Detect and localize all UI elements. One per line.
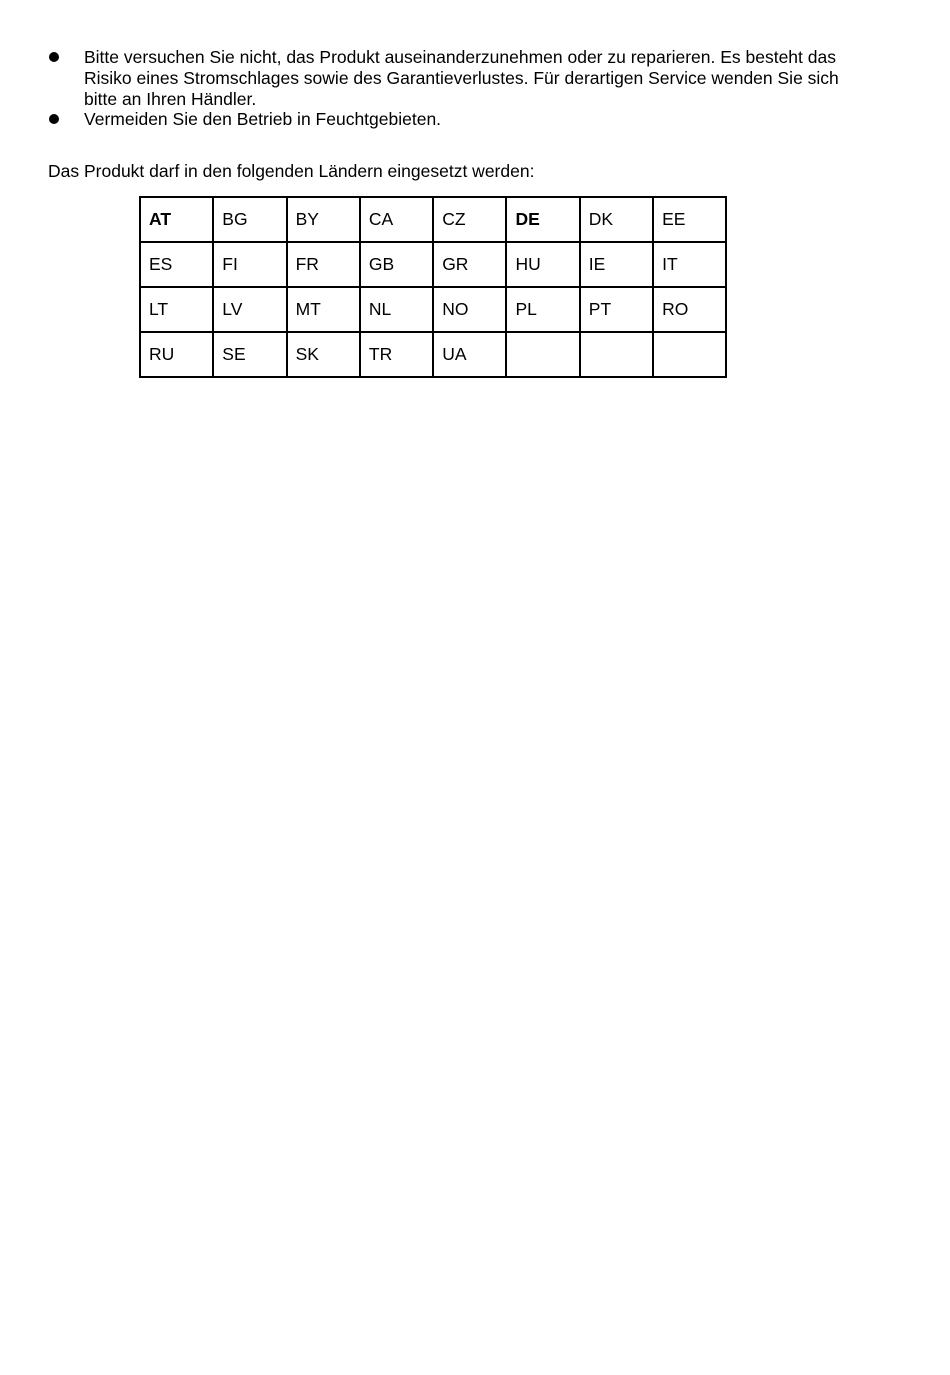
country-cell-at: AT	[140, 197, 213, 242]
empty-cell	[506, 332, 579, 377]
country-cell-ua: UA	[433, 332, 506, 377]
country-cell-fr: FR	[287, 242, 360, 287]
country-cell-gb: GB	[360, 242, 433, 287]
countries-intro-text: Das Produkt darf in den folgenden Ländern eingesetzt werden:	[48, 161, 535, 181]
warning-bullet-list	[0, 47, 950, 130]
country-cell-bg: BG	[213, 197, 286, 242]
country-cell-no: NO	[433, 287, 506, 332]
empty-cell	[580, 332, 653, 377]
country-cell-fi: FI	[213, 242, 286, 287]
bullet-item-humidity	[0, 109, 950, 130]
country-cell-nl: NL	[360, 287, 433, 332]
country-cell-tr: TR	[360, 332, 433, 377]
country-cell-it: IT	[653, 242, 726, 287]
country-cell-es: ES	[140, 242, 213, 287]
bullet-item-disassembly	[0, 47, 950, 109]
country-cell-hu: HU	[506, 242, 579, 287]
country-cell-mt: MT	[287, 287, 360, 332]
country-cell-pt: PT	[580, 287, 653, 332]
table-row	[140, 332, 726, 377]
country-cell-de: DE	[506, 197, 579, 242]
country-cell-lv: LV	[213, 287, 286, 332]
country-cell-lt: LT	[140, 287, 213, 332]
country-cell-se: SE	[213, 332, 286, 377]
country-cell-by: BY	[287, 197, 360, 242]
empty-cell	[653, 332, 726, 377]
country-cell-pl: PL	[506, 287, 579, 332]
country-cell-dk: DK	[580, 197, 653, 242]
country-cell-ca: CA	[360, 197, 433, 242]
countries-table	[139, 196, 727, 378]
bullet-dot-icon	[49, 52, 59, 62]
bullet-text: Vermeiden Sie den Betrieb in Feuchtgebieten.	[84, 109, 442, 130]
country-cell-ie: IE	[580, 242, 653, 287]
table-row	[140, 197, 726, 242]
country-cell-sk: SK	[287, 332, 360, 377]
bullet-text: Bitte versuchen Sie nicht, das Produkt auseinanderzunehmen oder zu reparieren. Es besteht das Risiko eines Stromschlages sowie des Garantieverlustes. Für derartigen Service wenden Sie sich bitte an Ihren Händler.	[84, 47, 839, 109]
table-row	[140, 242, 726, 287]
country-cell-ru: RU	[140, 332, 213, 377]
country-cell-ro: RO	[653, 287, 726, 332]
bullet-dot-icon	[49, 114, 59, 124]
country-cell-cz: CZ	[433, 197, 506, 242]
country-cell-gr: GR	[433, 242, 506, 287]
table-row	[140, 287, 726, 332]
country-cell-ee: EE	[653, 197, 726, 242]
